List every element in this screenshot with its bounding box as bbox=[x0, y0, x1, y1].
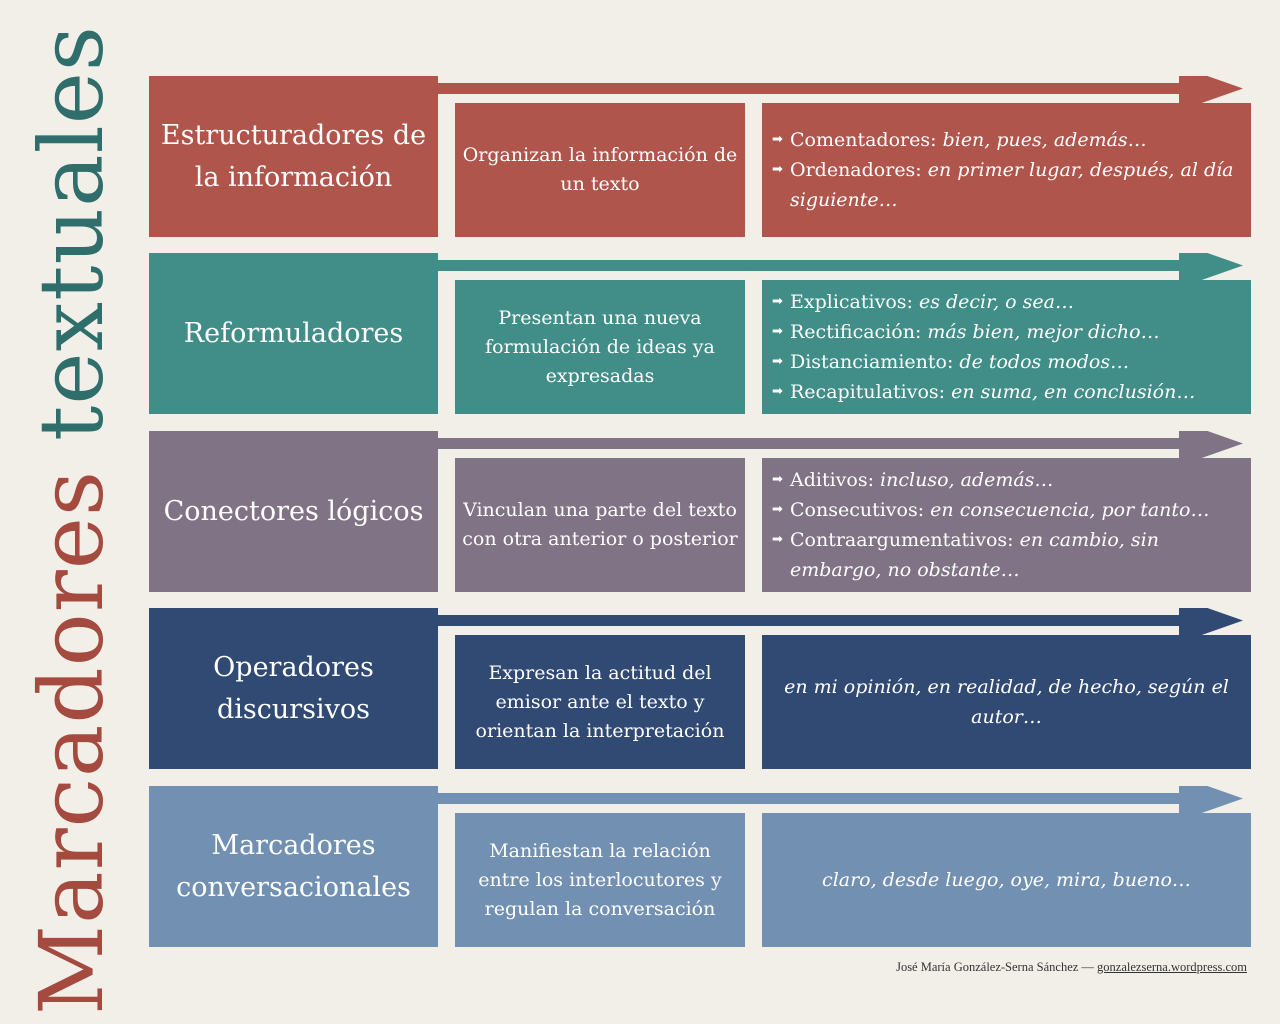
footer-link[interactable]: gonzalezserna.wordpress.com bbox=[1097, 960, 1247, 974]
category-box: Estructuradores de la información bbox=[149, 76, 438, 237]
category-box: Reformuladores bbox=[149, 253, 438, 414]
example-item bbox=[770, 125, 1243, 155]
example-item bbox=[770, 377, 1243, 407]
example-label: Recapitulativos: bbox=[790, 381, 946, 403]
example-label: Ordenadores: bbox=[790, 159, 922, 181]
example-text: en primer lugar, después, al día siguiente… bbox=[790, 159, 1234, 211]
examples-list bbox=[770, 287, 1243, 407]
category-box: Operadores discursivos bbox=[149, 608, 438, 769]
example-label: Distanciamiento: bbox=[790, 351, 954, 373]
example-label: Aditivos: bbox=[790, 469, 874, 491]
example-item bbox=[770, 287, 1243, 317]
arrow-bullet-icon: ➡ bbox=[772, 384, 783, 399]
example-label: Rectificación: bbox=[790, 321, 922, 343]
examples-box bbox=[762, 635, 1251, 769]
example-item bbox=[770, 347, 1243, 377]
examples-box bbox=[762, 813, 1251, 947]
examples-box bbox=[762, 458, 1251, 592]
examples-box bbox=[762, 280, 1251, 414]
category-box: Marcadores conversacionales bbox=[149, 786, 438, 947]
examples-list bbox=[770, 465, 1243, 585]
description-box: Organizan la información de un texto bbox=[455, 103, 745, 237]
arrow-bullet-icon: ➡ bbox=[772, 354, 783, 369]
arrow-bullet-icon: ➡ bbox=[772, 502, 783, 517]
example-item bbox=[770, 155, 1243, 215]
example-label: Contraargumentativos: bbox=[790, 529, 1014, 551]
example-text: es decir, o sea… bbox=[918, 291, 1074, 313]
arrow-bullet-icon: ➡ bbox=[772, 532, 783, 547]
arrow-bullet-icon: ➡ bbox=[772, 132, 783, 147]
example-label: Comentadores: bbox=[790, 129, 937, 151]
example-text: en consecuencia, por tanto… bbox=[930, 499, 1210, 521]
footer-author: José María González-Serna Sánchez — bbox=[896, 960, 1094, 974]
main-title bbox=[20, 25, 123, 1015]
examples-text: claro, desde luego, oye, mira, bueno… bbox=[822, 869, 1191, 891]
arrow-bullet-icon: ➡ bbox=[772, 324, 783, 339]
title-word-2: textuales bbox=[20, 25, 123, 441]
example-text: más bien, mejor dicho… bbox=[927, 321, 1160, 343]
example-item bbox=[770, 525, 1243, 585]
example-text: bien, pues, además… bbox=[942, 129, 1147, 151]
example-text: de todos modos… bbox=[959, 351, 1130, 373]
footer-credit bbox=[896, 960, 1247, 975]
example-label: Explicativos: bbox=[790, 291, 913, 313]
title-word-1: Marcadores bbox=[20, 469, 123, 1015]
arrow-bullet-icon: ➡ bbox=[772, 472, 783, 487]
arrow-bullet-icon: ➡ bbox=[772, 294, 783, 309]
description-box: Vinculan una parte del texto con otra anterior o posterior bbox=[455, 458, 745, 592]
description-box: Manifiestan la relación entre los interlocutores y regulan la conversación bbox=[455, 813, 745, 947]
example-text: en cambio, sin embargo, no obstante… bbox=[790, 529, 1159, 581]
description-box: Expresan la actitud del emisor ante el texto y orientan la interpretación bbox=[455, 635, 745, 769]
category-box: Conectores lógicos bbox=[149, 431, 438, 592]
example-label: Consecutivos: bbox=[790, 499, 925, 521]
description-box: Presentan una nueva formulación de ideas ya expresadas bbox=[455, 280, 745, 414]
examples-text: en mi opinión, en realidad, de hecho, según el autor… bbox=[784, 676, 1229, 728]
examples-box bbox=[762, 103, 1251, 237]
example-item bbox=[770, 495, 1243, 525]
example-text: incluso, además… bbox=[880, 469, 1054, 491]
example-text: en suma, en conclusión… bbox=[951, 381, 1196, 403]
arrow-bullet-icon: ➡ bbox=[772, 162, 783, 177]
example-item bbox=[770, 317, 1243, 347]
example-item bbox=[770, 465, 1243, 495]
examples-list bbox=[770, 125, 1243, 215]
